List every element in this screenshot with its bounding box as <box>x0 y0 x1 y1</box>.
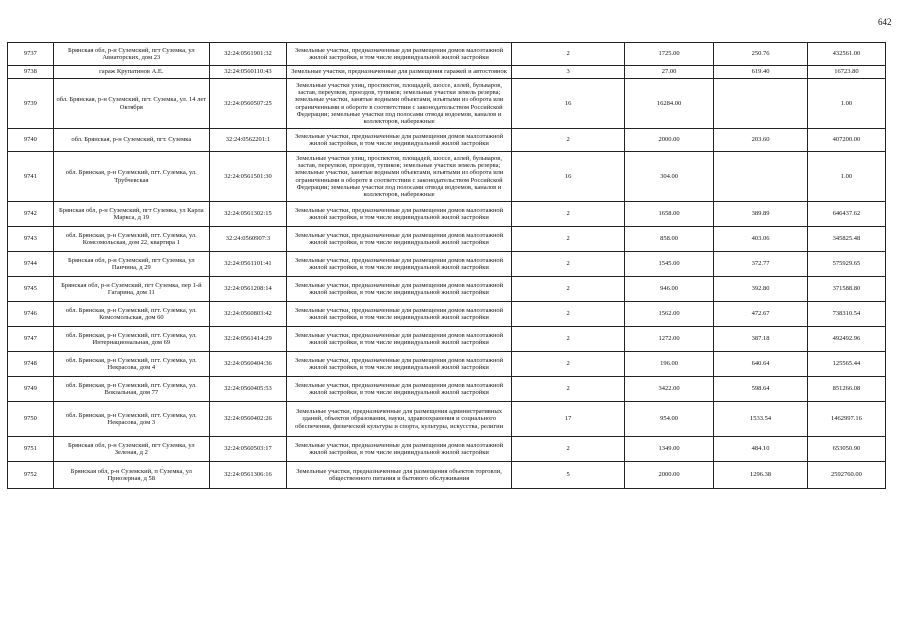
row-number: 9737 <box>8 43 54 66</box>
cadastral-value-cell: 738310.54 <box>807 302 885 327</box>
rate-cell: 372.77 <box>714 252 808 277</box>
cadastral-number-cell: 32:24:0560907:3 <box>209 227 286 252</box>
area-cell: 304.00 <box>624 152 713 202</box>
rate-cell <box>714 79 808 129</box>
row-number: 9742 <box>8 202 54 227</box>
address-cell: Брянская обл, р-н Суземский, пгт Суземка, ул Авиаторских, дом 23 <box>53 43 209 66</box>
table-row <box>8 327 886 352</box>
address-cell: Брянская обл, р-н Суземский, пгт Суземка, пер 1-й Гагарина, дом 11 <box>53 277 209 302</box>
address-cell: обл. Брянская, р-н Суземский, пгт. Суземка <box>53 129 209 152</box>
use-code-cell: 17 <box>512 402 625 437</box>
area-cell: 196.00 <box>624 352 713 377</box>
table-row <box>8 462 886 489</box>
table-row <box>8 152 886 202</box>
cadastral-number-cell: 32:24:0562201:1 <box>209 129 286 152</box>
cadastral-value-cell: 407200.00 <box>807 129 885 152</box>
area-cell: 27.00 <box>624 66 713 79</box>
cadastral-number-cell: 32:24:0560503:17 <box>209 437 286 462</box>
row-number: 9744 <box>8 252 54 277</box>
cadastral-value-cell: 851266.08 <box>807 377 885 402</box>
rate-cell: 203.60 <box>714 129 808 152</box>
area-cell: 1272.00 <box>624 327 713 352</box>
address-cell: Брянская обл, р-н Суземский, пгт Суземка, ул Зеленая, д 2 <box>53 437 209 462</box>
area-cell: 1658.00 <box>624 202 713 227</box>
row-number: 9750 <box>8 402 54 437</box>
cadastral-number-cell: 32:24:0561501:30 <box>209 152 286 202</box>
land-use-cell: Земельные участки, предназначенные для размещения домов малоэтажной жилой застройки, в том числе индивидуальной жилой застройки <box>286 352 511 377</box>
rate-cell: 1296.38 <box>714 462 808 489</box>
row-number: 9745 <box>8 277 54 302</box>
use-code-cell: 2 <box>512 252 625 277</box>
address-cell: Брянская обл, р-н Суземский, пгт Суземка, ул Панчина, д 29 <box>53 252 209 277</box>
row-number: 9739 <box>8 79 54 129</box>
land-use-cell: Земельные участки, предназначенные для размещения домов малоэтажной жилой застройки, в том числе индивидуальной жилой застройки <box>286 302 511 327</box>
cadastral-value-cell: 2592760.00 <box>807 462 885 489</box>
land-use-cell: Земельные участки, предназначенные для размещения домов малоэтажной жилой застройки, в том числе индивидуальной жилой застройки <box>286 327 511 352</box>
area-cell: 954.00 <box>624 402 713 437</box>
rate-cell: 619.40 <box>714 66 808 79</box>
cadastral-value-cell: 646437.62 <box>807 202 885 227</box>
row-number: 9747 <box>8 327 54 352</box>
area-cell: 1725.00 <box>624 43 713 66</box>
address-cell: обл. Брянская, р-н Суземский, пгт. Суземка, ул. Трубчевская <box>53 152 209 202</box>
use-code-cell: 2 <box>512 129 625 152</box>
row-number: 9741 <box>8 152 54 202</box>
row-number: 9748 <box>8 352 54 377</box>
use-code-cell: 2 <box>512 352 625 377</box>
land-registry-table <box>7 42 886 489</box>
address-cell: обл. Брянская, р-н Суземский, пгт. Суземка, ул. Комсомольская, дом 60 <box>53 302 209 327</box>
cadastral-value-cell: 1.00 <box>807 79 885 129</box>
rate-cell: 472.67 <box>714 302 808 327</box>
address-cell: Брянская обл, р-н Суземский, п Суземка, ул Приозерная, д 58 <box>53 462 209 489</box>
cadastral-value-cell: 1462997.16 <box>807 402 885 437</box>
table-body <box>8 43 886 489</box>
use-code-cell: 2 <box>512 377 625 402</box>
table-row <box>8 437 886 462</box>
use-code-cell: 2 <box>512 327 625 352</box>
cadastral-number-cell: 32:24:0561414:29 <box>209 327 286 352</box>
address-cell: обл. Брянская, р-н Суземский, пгт. Суземка, ул. Вокзальная, дом 77 <box>53 377 209 402</box>
land-use-cell: Земельные участки, предназначенные для размещения домов малоэтажной жилой застройки, в том числе индивидуальной жилой застройки <box>286 43 511 66</box>
cadastral-number-cell: 32:24:0560402:26 <box>209 402 286 437</box>
address-cell: обл. Брянская, р-н Суземский, пгт. Суземка, ул. Интернациональная, дом 69 <box>53 327 209 352</box>
row-number: 9752 <box>8 462 54 489</box>
cadastral-number-cell: 32:24:0560507:25 <box>209 79 286 129</box>
rate-cell: 403.06 <box>714 227 808 252</box>
cadastral-number-cell: 32:24:0561208:14 <box>209 277 286 302</box>
land-use-cell: Земельные участки, предназначенные для размещения административных зданий, объектов образования, науки, здравоохранения и социального обеспечения, физической культуры и спорта, культуры, искусства, религии <box>286 402 511 437</box>
land-use-cell: Земельные участки, предназначенные для размещения домов малоэтажной жилой застройки, в том числе индивидуальной жилой застройки <box>286 252 511 277</box>
cadastral-number-cell: 32:24:0560110:43 <box>209 66 286 79</box>
use-code-cell: 16 <box>512 79 625 129</box>
use-code-cell: 3 <box>512 66 625 79</box>
rate-cell: 250.76 <box>714 43 808 66</box>
cadastral-value-cell: 432561.00 <box>807 43 885 66</box>
land-use-cell: Земельные участки, предназначенные для размещения гаражей и автостоянок <box>286 66 511 79</box>
table-row <box>8 352 886 377</box>
table-row <box>8 79 886 129</box>
land-use-cell: Земельные участки, предназначенные для размещения объектов торговли, общественного питания и бытового обслуживания <box>286 462 511 489</box>
use-code-cell: 2 <box>512 277 625 302</box>
address-cell: гараж Крупатинов А.Е. <box>53 66 209 79</box>
cadastral-number-cell: 32:24:0560404:36 <box>209 352 286 377</box>
table-row <box>8 66 886 79</box>
area-cell: 1562.00 <box>624 302 713 327</box>
cadastral-value-cell: 1.00 <box>807 152 885 202</box>
land-use-cell: Земельные участки, предназначенные для размещения домов малоэтажной жилой застройки, в том числе индивидуальной жилой застройки <box>286 437 511 462</box>
cadastral-number-cell: 32:24:0561101:41 <box>209 252 286 277</box>
rate-cell: 389.89 <box>714 202 808 227</box>
area-cell: 946.00 <box>624 277 713 302</box>
land-use-cell: Земельные участки, предназначенные для размещения домов малоэтажной жилой застройки, в том числе индивидуальной жилой застройки <box>286 129 511 152</box>
page-number: 642 <box>878 17 892 27</box>
cadastral-number-cell: 32:24:0561306:16 <box>209 462 286 489</box>
land-use-cell: Земельные участки улиц, проспектов, площадей, шоссе, аллей, бульваров, застав, переулков, проездов, тупиков; земельные участки земель резерва; земельные участки, занятые водными объектами, изъятыми из оборота или ограниченными в обороте в соответствии с законодательством Российской Федерации; земельные участки под полосами отвода водоемов, каналов и коллекторов, набережные <box>286 79 511 129</box>
cadastral-value-cell: 371588.80 <box>807 277 885 302</box>
rate-cell: 598.64 <box>714 377 808 402</box>
use-code-cell: 2 <box>512 302 625 327</box>
use-code-cell: 2 <box>512 437 625 462</box>
rate-cell: 1533.54 <box>714 402 808 437</box>
land-use-cell: Земельные участки, предназначенные для размещения домов малоэтажной жилой застройки, в том числе индивидуальной жилой застройки <box>286 377 511 402</box>
row-number: 9738 <box>8 66 54 79</box>
land-use-cell: Земельные участки улиц, проспектов, площадей, шоссе, аллей, бульваров, застав, переулков, проездов, тупиков; земельные участки земель резерва; земельные участки, занятые водными объектами, изъятыми из оборота или ограниченными в обороте в соответствии с законодательством Российской Федерации; земельные участки под полосами отвода водоемов, каналов и коллекторов, набережные <box>286 152 511 202</box>
cadastral-value-cell: 492492.96 <box>807 327 885 352</box>
table-row <box>8 252 886 277</box>
land-use-cell: Земельные участки, предназначенные для размещения домов малоэтажной жилой застройки, в том числе индивидуальной жилой застройки <box>286 227 511 252</box>
cadastral-value-cell: 653050.90 <box>807 437 885 462</box>
land-use-cell: Земельные участки, предназначенные для размещения домов малоэтажной жилой застройки, в том числе индивидуальной жилой застройки <box>286 277 511 302</box>
area-cell: 2000.00 <box>624 129 713 152</box>
cadastral-value-cell: 125565.44 <box>807 352 885 377</box>
cadastral-value-cell: 575929.65 <box>807 252 885 277</box>
cadastral-value-cell: 16723.80 <box>807 66 885 79</box>
row-number: 9743 <box>8 227 54 252</box>
use-code-cell: 5 <box>512 462 625 489</box>
area-cell: 16284.00 <box>624 79 713 129</box>
area-cell: 2000.00 <box>624 462 713 489</box>
land-use-cell: Земельные участки, предназначенные для размещения домов малоэтажной жилой застройки, в том числе индивидуальной жилой застройки <box>286 202 511 227</box>
row-number: 9740 <box>8 129 54 152</box>
address-cell: обл. Брянская, р-н Суземский, пгт. Суземка, ул. Некрасова, дом 4 <box>53 352 209 377</box>
rate-cell <box>714 152 808 202</box>
use-code-cell: 2 <box>512 43 625 66</box>
table-row <box>8 227 886 252</box>
row-number: 9751 <box>8 437 54 462</box>
rate-cell: 392.80 <box>714 277 808 302</box>
rate-cell: 387.18 <box>714 327 808 352</box>
rate-cell: 640.64 <box>714 352 808 377</box>
row-number: 9746 <box>8 302 54 327</box>
address-cell: обл. Брянская, р-н Суземский, пгт. Суземка, ул. 14 лет Октября <box>53 79 209 129</box>
row-number: 9749 <box>8 377 54 402</box>
use-code-cell: 2 <box>512 202 625 227</box>
address-cell: обл. Брянская, р-н Суземский, пгт. Суземка, ул. Некрасова, дом 3 <box>53 402 209 437</box>
table-row <box>8 129 886 152</box>
rate-cell: 484.10 <box>714 437 808 462</box>
table-row <box>8 43 886 66</box>
use-code-cell: 2 <box>512 227 625 252</box>
table-row <box>8 202 886 227</box>
area-cell: 1349.00 <box>624 437 713 462</box>
address-cell: Брянская обл, р-н Суземский, пгт Суземка, ул Карла Маркса, д 19 <box>53 202 209 227</box>
table-row <box>8 302 886 327</box>
cadastral-number-cell: 32:24:0560405:53 <box>209 377 286 402</box>
area-cell: 1545.00 <box>624 252 713 277</box>
cadastral-number-cell: 32:24:0560803:42 <box>209 302 286 327</box>
area-cell: 3422.00 <box>624 377 713 402</box>
table-row <box>8 277 886 302</box>
cadastral-value-cell: 345825.48 <box>807 227 885 252</box>
area-cell: 858.00 <box>624 227 713 252</box>
use-code-cell: 16 <box>512 152 625 202</box>
cadastral-number-cell: 32:24:0561901:32 <box>209 43 286 66</box>
table-row <box>8 377 886 402</box>
table-row <box>8 402 886 437</box>
cadastral-number-cell: 32:24:0561302:15 <box>209 202 286 227</box>
address-cell: обл. Брянская, р-н Суземский, пгт. Суземка, ул. Комсомольская, дом 22, квартира 1 <box>53 227 209 252</box>
